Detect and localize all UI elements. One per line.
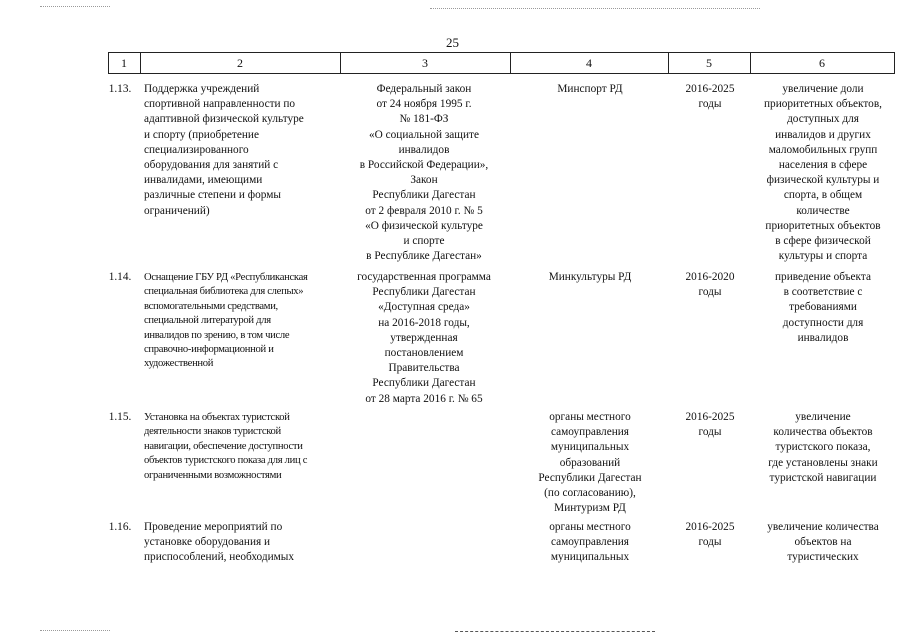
legal-basis-text: государственная программа Республики Дагестан «Доступная среда» на 2016-2018 годы, утвержденная постановлением Правительства Республики Дагестан от 28 марта 2016 г. № 65 [357,271,491,405]
header-cell: 3 [422,56,428,70]
header-cell: 4 [586,56,592,70]
row-number: 1.15. [108,411,132,423]
result-text: приведение объекта в соответствие с требованиями доступности для инвалидов [775,271,871,344]
executor-text: органы местного самоуправления муниципальных образований Республики Дагестан (по согласованию), Минтуризм РД [538,411,642,515]
scan-noise-bottom [455,631,655,632]
row-number: 1.14. [108,271,132,283]
result-text: увеличение количества объектов на туристических [767,521,879,564]
col-divider [894,52,895,73]
header-cell: 2 [237,56,243,70]
measure-text: Оснащение ГБУ РД «Республиканская специальная библиотека для слепых» вспомогательными средствами, специальной литературой для инвалидов по зрению, в том числе справочно-информационной и художественной [144,272,308,370]
period-text: 2016-2020 годы [685,271,735,299]
executor-text: органы местного самоуправления муниципальных [549,521,631,564]
scan-noise-top [430,8,760,9]
measure-text: Установка на объектах туристской деятельности знаков туристской навигации, обеспечение доступности объектов туристского показа для лиц с ограниченными возможностями [144,412,308,481]
header-cell: 1 [121,56,127,70]
table-top-border [108,52,895,53]
measure-text: Проведение мероприятий по установке оборудования и приспособлений, необходимых [144,521,295,564]
header-cell: 6 [819,56,825,70]
legal-basis-text: Федеральный закон от 24 ноября 1995 г. № 181-ФЗ «О социальной защите инвалидов в Российской Федерации», Закон Республики Дагестан от 2 февраля 2010 г. № 5 «О физической культуре и спорте в Республике Дагестан» [359,83,489,263]
measure-text: Поддержка учреждений спортивной направленности по адаптивной физической культуре и спорту (приобретение специализированного оборудования для занятий с инвалидами, имеющими различные степени и формы ограничений) [144,83,304,217]
header-cell: 5 [706,56,712,70]
result-text: увеличение количества объектов туристского показа, где установлены знаки туристской навигации [768,411,878,484]
period-text: 2016-2025 годы [685,521,735,549]
period-text: 2016-2025 годы [685,83,735,111]
result-text: увеличение доли приоритетных объектов, доступных для инвалидов и других маломобильных групп населения в сфере физической культуры и спорта, в общем количестве приоритетных объектов в сфере физической культуры и спорта [764,83,882,263]
scan-noise-top-left [40,6,110,7]
period-text: 2016-2025 годы [685,411,735,439]
scan-noise-bottom-left [40,630,110,631]
row-number: 1.13. [108,83,132,95]
executor-text: Минспорт РД [557,83,623,95]
row-number: 1.16. [108,521,132,533]
header-bottom-border [108,73,895,74]
executor-text: Минкультуры РД [548,271,632,283]
page-number: 25 [446,35,459,50]
